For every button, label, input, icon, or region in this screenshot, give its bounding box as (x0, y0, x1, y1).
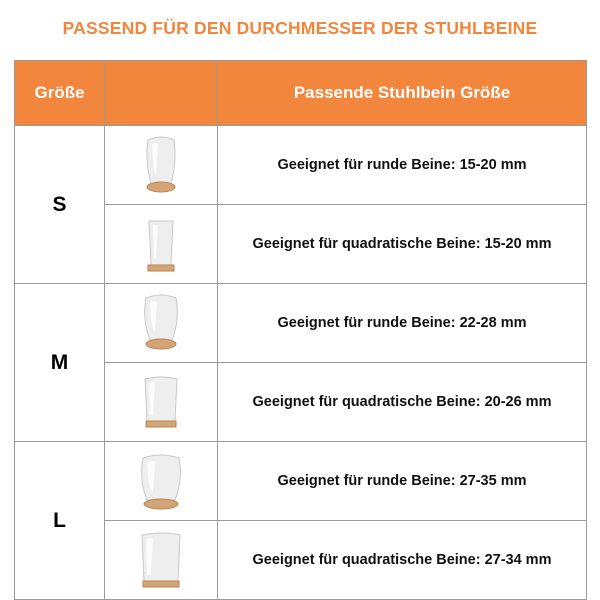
table-row (15, 284, 587, 363)
header-fit: Passende Stuhlbein Größe (218, 61, 587, 126)
header-image-column (105, 61, 218, 126)
size-label: S (15, 126, 105, 284)
round-chair-leg-cap-icon (131, 132, 191, 198)
square-chair-leg-cap-icon (131, 369, 191, 435)
square-chair-leg-cap-icon (131, 527, 191, 593)
product-image-cell (105, 284, 218, 363)
header-size: Größe (15, 61, 105, 126)
size-label: L (15, 442, 105, 600)
product-image-cell (105, 363, 218, 442)
product-image-cell (105, 205, 218, 284)
size-table (14, 60, 587, 600)
table-header-row (15, 61, 587, 126)
round-chair-leg-cap-icon (131, 448, 191, 514)
fit-description: Geeignet für quadratische Beine: 20-26 mm (218, 363, 587, 442)
fit-description: Geeignet für quadratische Beine: 27-34 mm (218, 521, 587, 600)
fit-description: Geeignet für runde Beine: 22-28 mm (218, 284, 587, 363)
fit-description: Geeignet für quadratische Beine: 15-20 mm (218, 205, 587, 284)
fit-description: Geeignet für runde Beine: 15-20 mm (218, 126, 587, 205)
round-chair-leg-cap-icon (131, 290, 191, 356)
table-row (15, 126, 587, 205)
product-image-cell (105, 126, 218, 205)
fit-description: Geeignet für runde Beine: 27-35 mm (218, 442, 587, 521)
square-chair-leg-cap-icon (131, 211, 191, 277)
product-image-cell (105, 521, 218, 600)
product-image-cell (105, 442, 218, 521)
page-title: PASSEND FÜR DEN DURCHMESSER DER STUHLBEINE (62, 18, 538, 38)
table-row (15, 442, 587, 521)
size-label: M (15, 284, 105, 442)
